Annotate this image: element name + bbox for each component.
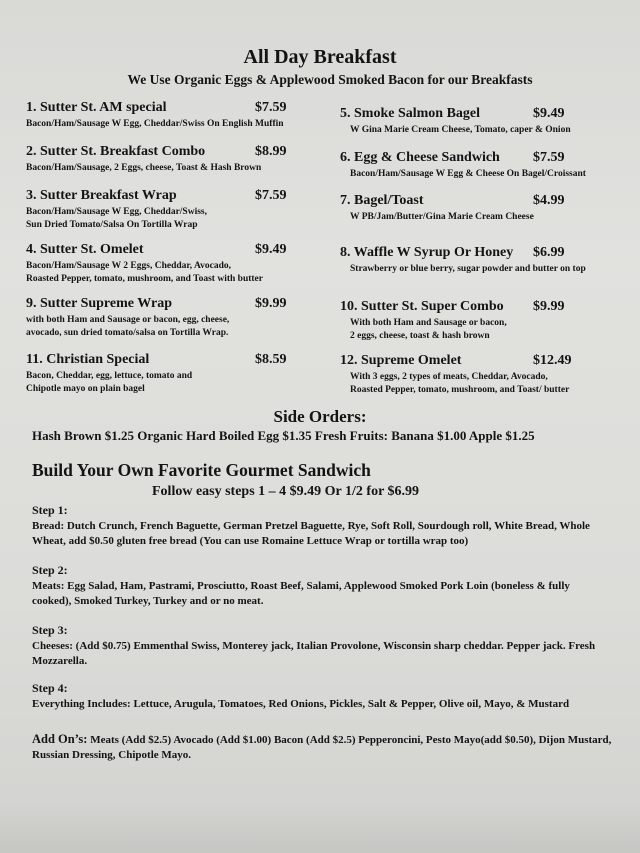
- menu-item-price: $7.59: [255, 100, 287, 115]
- step-label: Step 1:: [32, 503, 68, 517]
- menu-item: [26, 242, 287, 285]
- menu-item-heading: [26, 296, 287, 314]
- menu-item-description: Bacon/Ham/Sausage W Egg, Cheddar/Swiss,: [26, 207, 207, 217]
- step-description: Bread: Dutch Crunch, French Baguette, German Pretzel Baguette, Rye, Soft Roll, Sourdough roll, White Bread, Whole Wheat, add $0.50 gluten free bread (You can use Romaine Lettuce Wrap or tortilla wrap too): [32, 520, 590, 547]
- menu-item-description: Bacon/Ham/Sausage, 2 Eggs, cheese, Toast & Hash Brown: [26, 163, 262, 173]
- addons-label: Add On’s:: [32, 732, 88, 746]
- side-orders-line: Hash Brown $1.25 Organic Hard Boiled Egg $1.35 Fresh Fruits: Banana $1.00 Apple $1.25: [32, 428, 535, 443]
- menu-item-heading: [340, 245, 586, 263]
- menu-item-heading: [26, 188, 287, 206]
- menu-item: [340, 245, 586, 276]
- sandwich-title: Build Your Own Favorite Gourmet Sandwich: [32, 460, 371, 480]
- menu-item-heading: [340, 106, 571, 124]
- menu-item-name: 2. Sutter St. Breakfast Combo: [26, 144, 206, 159]
- menu-item-description: W Gina Marie Cream Cheese, Tomato, caper & Onion: [350, 125, 571, 135]
- menu-item: [26, 296, 287, 339]
- menu-item-description: Chipotle mayo on plain bagel: [26, 383, 145, 394]
- menu-item: [26, 188, 287, 231]
- menu-item-heading: [26, 352, 287, 370]
- step-label: Step 2:: [32, 563, 68, 577]
- menu-item-description: Strawberry or blue berry, sugar powder and butter on top: [350, 264, 586, 274]
- menu-item-heading: [26, 242, 287, 260]
- menu-item-price: $8.99: [255, 144, 287, 159]
- menu-item: [340, 193, 565, 224]
- menu-item-heading: [26, 100, 287, 118]
- menu-item-price: $9.49: [533, 106, 565, 121]
- page-subtitle: We Use Organic Eggs & Applewood Smoked Bacon for our Breakfasts: [127, 72, 533, 87]
- menu-item-description: avocado, sun dried tomato/salsa on Tortilla Wrap.: [26, 327, 229, 338]
- menu-item: [340, 150, 586, 181]
- menu-item-name: 1. Sutter St. AM special: [26, 100, 167, 115]
- step-description: Meats: Egg Salad, Ham, Pastrami, Prosciutto, Roast Beef, Salami, Applewood Smoked Pork Loin (boneless & fully cooked), Smoked Turkey, Turkey and or no meat.: [32, 580, 570, 607]
- menu-item-name: 7. Bagel/Toast: [340, 193, 424, 208]
- menu-item-price: $9.49: [255, 242, 287, 257]
- step-label: Step 3:: [32, 623, 68, 637]
- menu-item-description: 2 eggs, cheese, toast & hash brown: [350, 330, 490, 341]
- addons-text: Meats (Add $2.5) Avocado (Add $1.00) Bacon (Add $2.5) Pepperoncini, Pesto Mayo(add $0.50), Dijon Mustard, Russian Dressing, Chipotle Mayo.: [32, 734, 612, 761]
- menu-item-name: 6. Egg & Cheese Sandwich: [340, 150, 500, 165]
- menu-item-description: Bacon/Ham/Sausage W Egg, Cheddar/Swiss On English Muffin: [26, 119, 284, 129]
- menu-item-price: $9.99: [255, 296, 287, 311]
- menu-item: [340, 106, 571, 137]
- menu-item: [26, 352, 287, 395]
- menu-item: [340, 353, 572, 396]
- menu-item-heading: [340, 299, 565, 317]
- addons-line: [32, 732, 612, 763]
- menu-item-name: 8. Waffle W Syrup Or Honey: [340, 245, 514, 260]
- menu-item-price: $8.59: [255, 352, 287, 367]
- menu-item-heading: [340, 353, 572, 371]
- sandwich-follow-steps: Follow easy steps 1 – 4 $9.49 Or 1/2 for $6.99: [152, 484, 420, 499]
- menu-item-name: 9. Sutter Supreme Wrap: [26, 296, 172, 311]
- menu-item-description: Bacon, Cheddar, egg, lettuce, tomato and: [26, 371, 193, 381]
- menu-item-price: $9.99: [533, 299, 565, 314]
- menu-item-heading: [340, 193, 565, 211]
- page-shadow: [0, 800, 640, 853]
- menu-item-price: $6.99: [533, 245, 565, 260]
- menu-item-description: with both Ham and Sausage or bacon, egg, cheese,: [26, 315, 230, 325]
- menu-item: [26, 144, 287, 175]
- menu-item-description: Bacon/Ham/Sausage W 2 Eggs, Cheddar, Avocado,: [26, 261, 231, 271]
- menu-item-description: W PB/Jam/Butter/Gina Marie Cream Cheese: [350, 212, 534, 222]
- menu-item-description: Roasted Pepper, tomato, mushroom, and Toast/ butter: [350, 384, 570, 395]
- menu-item-name: 3. Sutter Breakfast Wrap: [26, 188, 177, 203]
- menu-item-description: Bacon/Ham/Sausage W Egg & Cheese On Bagel/Croissant: [350, 169, 586, 179]
- menu-item-name: 11. Christian Special: [26, 352, 150, 367]
- side-orders-title: Side Orders:: [273, 407, 367, 426]
- menu-item-description: Sun Dried Tomato/Salsa On Tortilla Wrap: [26, 219, 198, 230]
- menu-item-price: $4.99: [533, 193, 565, 208]
- menu-item-name: 10. Sutter St. Super Combo: [340, 299, 504, 314]
- menu-item-price: $12.49: [533, 353, 572, 368]
- menu-item-name: 4. Sutter St. Omelet: [26, 242, 144, 257]
- menu-item: [340, 299, 565, 342]
- menu-item-name: 5. Smoke Salmon Bagel: [340, 106, 481, 121]
- menu-item-description: With both Ham and Sausage or bacon,: [350, 318, 507, 328]
- page-title: All Day Breakfast: [243, 46, 397, 68]
- menu-item: [26, 100, 287, 131]
- step-description: Everything Includes: Lettuce, Arugula, Tomatoes, Red Onions, Pickles, Salt & Pepper, Olive oil, Mayo, & Mustard: [32, 698, 570, 710]
- step-description: Cheeses: (Add $0.75) Emmenthal Swiss, Monterey jack, Italian Provolone, Wisconsin sharp cheddar. Pepper jack. Fresh Mozzarella.: [32, 640, 596, 667]
- menu-item-name: 12. Supreme Omelet: [340, 353, 462, 368]
- step-label: Step 4:: [32, 681, 68, 695]
- menu-item-price: $7.59: [533, 150, 565, 165]
- menu-item-price: $7.59: [255, 188, 287, 203]
- menu-item-description: Roasted Pepper, tomato, mushroom, and Toast with butter: [26, 273, 263, 284]
- menu-item-description: With 3 eggs, 2 types of meats, Cheddar, Avocado,: [350, 372, 548, 382]
- menu-item-heading: [26, 144, 287, 162]
- menu-item-heading: [340, 150, 586, 168]
